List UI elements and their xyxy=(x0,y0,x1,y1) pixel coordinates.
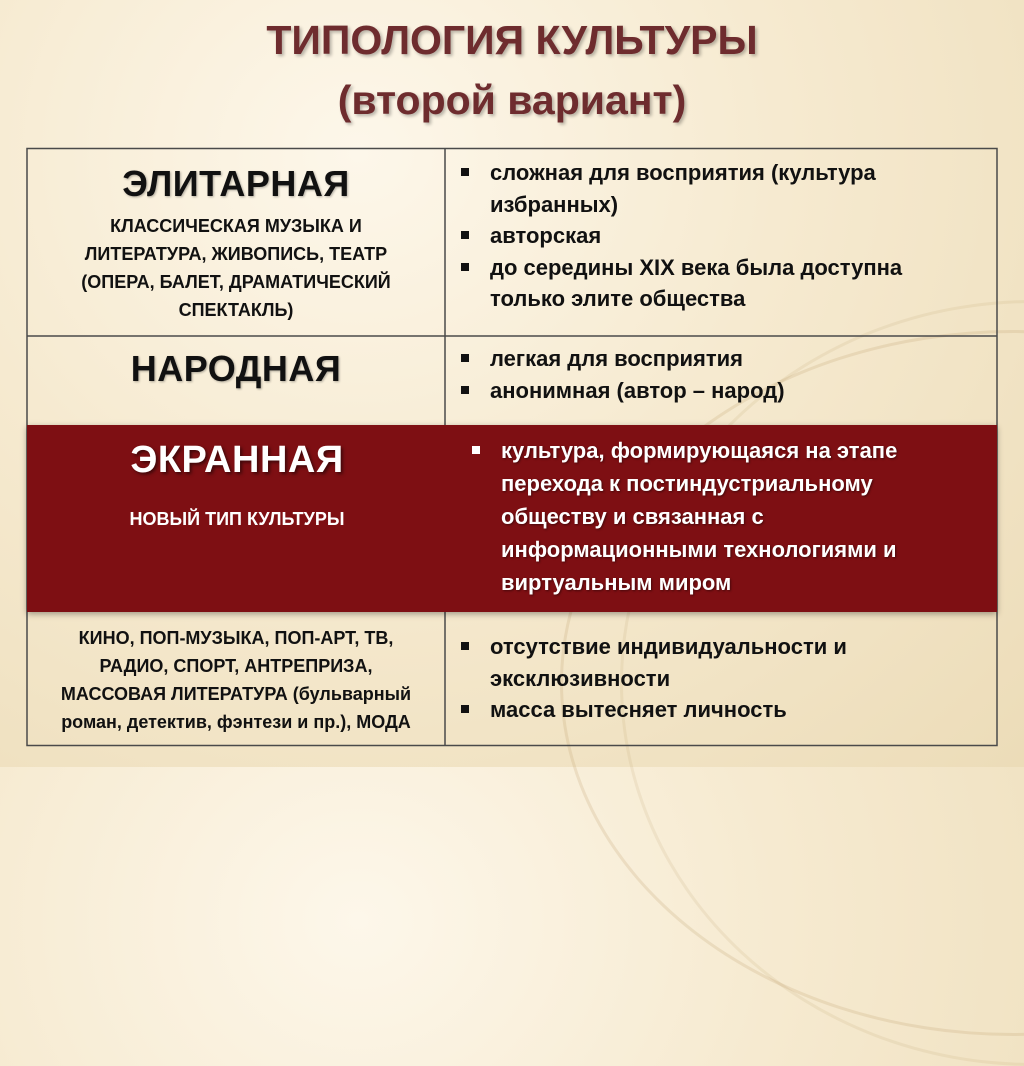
screen-culture-overlay xyxy=(27,425,997,612)
list-item xyxy=(452,631,992,663)
screen-culture-cell xyxy=(27,425,447,612)
list-item-text: информационными технологиями и xyxy=(501,537,897,562)
list-item xyxy=(452,252,992,284)
list-item-text: анонимная (автор – народ) xyxy=(490,377,785,403)
list-item-text: обществу и связанная с xyxy=(501,504,764,529)
list-item xyxy=(452,375,992,407)
slide-title xyxy=(0,10,1024,130)
mass-features-cell xyxy=(452,631,992,743)
list-item-text: эксклюзивности xyxy=(490,665,671,691)
list-item-text: только элите общества xyxy=(490,286,746,311)
list-item-continuation xyxy=(463,533,983,566)
list-item xyxy=(452,157,992,189)
list-item-text: масса вытесняет личность xyxy=(490,697,787,722)
folk-culture-cell xyxy=(30,340,442,424)
bullet-square-icon xyxy=(461,354,469,362)
list-item-continuation xyxy=(452,189,992,221)
mass-culture-examples xyxy=(30,624,442,736)
folk-culture-heading: НАРОДНАЯ xyxy=(130,348,342,389)
bullet-square-icon xyxy=(461,263,469,271)
list-item-continuation xyxy=(452,663,992,695)
examples-line: РАДИО, СПОРТ, АНТРЕПРИЗА, xyxy=(99,656,373,676)
examples-line: КИНО, ПОП-МУЗЫКА, ПОП-АРТ, ТВ, xyxy=(78,628,394,648)
folk-features-list xyxy=(452,343,992,406)
examples-line: роман, детектив, фэнтези и пр.), МОДА xyxy=(61,712,411,732)
examples-line: МАССОВАЯ ЛИТЕРАТУРА (бульварный xyxy=(60,684,412,704)
bullet-square-icon xyxy=(461,386,469,394)
list-item-text: виртуальным миром xyxy=(501,570,732,595)
list-item xyxy=(463,434,983,467)
mass-features-list xyxy=(452,631,992,726)
elite-features-cell xyxy=(452,157,992,335)
screen-culture-subtitle: НОВЫЙ ТИП КУЛЬТУРЫ xyxy=(129,509,345,529)
list-item-continuation xyxy=(463,500,983,533)
elite-culture-heading: ЭЛИТАРНАЯ xyxy=(122,163,350,204)
list-item-text: сложная для восприятия (культура xyxy=(490,160,876,185)
bullet-square-icon xyxy=(472,446,480,454)
examples-line: КЛАССИЧЕСКАЯ МУЗЫКА И xyxy=(110,216,362,236)
list-item-continuation xyxy=(452,283,992,315)
examples-line: ЛИТЕРАТУРА, ЖИВОПИСЬ, ТЕАТР xyxy=(84,244,388,264)
examples-line: (ОПЕРА, БАЛЕТ, ДРАМАТИЧЕСКИЙ xyxy=(81,272,391,292)
list-item xyxy=(452,343,992,375)
list-item-text: культура, формирующаяся на этапе xyxy=(501,438,898,463)
list-item xyxy=(452,220,992,252)
list-item-text: до середины XIX века была доступна xyxy=(490,254,903,280)
examples-line: СПЕКТАКЛЬ) xyxy=(178,300,294,320)
bullet-square-icon xyxy=(461,168,469,176)
list-item-text: перехода к постиндустриальному xyxy=(501,471,873,496)
folk-features-cell xyxy=(452,343,992,425)
list-item-text: отсутствие индивидуальности и xyxy=(490,634,847,659)
screen-culture-features-list xyxy=(463,434,983,599)
list-item-text: авторская xyxy=(490,223,602,248)
slide-title-line: ТИПОЛОГИЯ КУЛЬТУРЫ xyxy=(266,17,758,63)
elite-culture-cell xyxy=(30,154,442,334)
list-item-continuation xyxy=(463,566,983,599)
screen-culture-heading: ЭКРАННАЯ xyxy=(130,439,344,481)
mass-culture-cell xyxy=(30,624,442,742)
bullet-square-icon xyxy=(461,231,469,239)
list-item-text: избранных) xyxy=(490,191,619,217)
elite-culture-examples xyxy=(30,212,442,324)
bullet-square-icon xyxy=(461,705,469,713)
elite-features-list xyxy=(452,157,992,315)
slide-subtitle-line: (второй вариант) xyxy=(337,77,687,123)
list-item-text: легкая для восприятия xyxy=(490,346,744,371)
bullet-square-icon xyxy=(461,642,469,650)
list-item xyxy=(452,694,992,726)
list-item-continuation xyxy=(463,467,983,500)
